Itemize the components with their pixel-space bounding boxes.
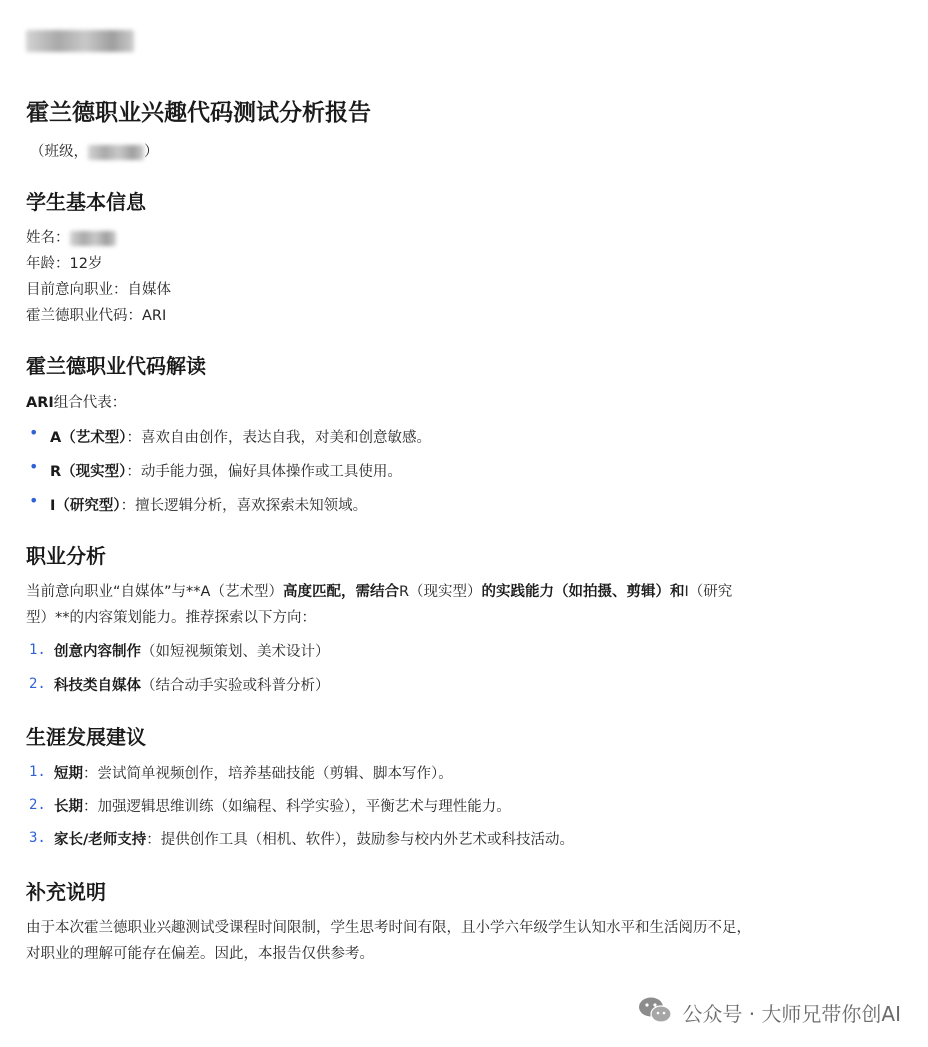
section-heading-basic-info: 学生基本信息: [26, 190, 146, 214]
notes-line-2: 对职业的理解可能存在偏差。因此，本报告仅供参考。: [26, 946, 374, 962]
section-heading-advice: 生涯发展建议: [26, 725, 146, 749]
bullet-icon: •: [29, 423, 39, 442]
list-item-text: ：擅长逻辑分析，喜欢探索未知领域。: [120, 498, 368, 514]
list-item-bold: 家长/老师支持: [54, 832, 147, 848]
notes-line-1: 由于本次霍兰德职业兴趣测试受课程时间限制，学生思考时间有限，且小学六年级学生认知水平和生活阅历不足，: [26, 920, 751, 936]
info-name-label: 姓名：: [26, 230, 70, 246]
class-line-close: ）: [144, 144, 159, 160]
section-heading-analysis: 职业分析: [26, 544, 106, 568]
analysis-line-1: [26, 580, 732, 601]
list-item-text: （结合动手实验或科普分析）: [141, 678, 330, 694]
list-item-text: ：加强逻辑思维训练（如编程、科学实验），平衡艺术与理性能力。: [83, 799, 511, 815]
analysis-line-2: 型）**的内容策划能力。推荐探索以下方向：: [26, 610, 316, 626]
analysis-bold: 的实践能力（如拍摄、剪辑）和: [481, 584, 685, 600]
footer-text: 公众号 · 大师兄带你创AI: [682, 1002, 901, 1026]
list-item-bold: I（研究型）: [50, 498, 121, 514]
list-item-bold: 短期: [54, 766, 83, 782]
intro-text: 组合代表：: [53, 395, 127, 411]
list-number: 2.: [29, 797, 46, 813]
class-line-open: （班级，: [30, 144, 88, 160]
wechat-icon: [638, 996, 682, 1029]
list-item-bold: 创意内容制作: [54, 644, 141, 660]
list-item-text: ：尝试简单视频创作，培养基础技能（剪辑、脚本写作）。: [83, 766, 453, 782]
list-item-bold: A（艺术型）: [50, 430, 127, 446]
list-number: 1.: [29, 642, 46, 658]
bullet-icon: •: [29, 491, 39, 510]
list-item: [50, 494, 367, 515]
list-item: [54, 828, 574, 849]
section-heading-notes: 补充说明: [26, 880, 106, 904]
list-number: 2.: [29, 676, 46, 692]
analysis-text: R（现实型）: [398, 584, 482, 600]
list-item: [50, 426, 431, 447]
footer-watermark: [638, 996, 901, 1029]
info-code: 霍兰德职业代码：ARI: [26, 308, 167, 324]
list-item-bold: 科技类自媒体: [54, 678, 141, 694]
list-item-text: ：喜欢自由创作，表达自我，对美和创意敏感。: [126, 430, 431, 446]
redacted-name: [70, 231, 116, 246]
redacted-header: [26, 30, 134, 52]
intro-code: ARI: [26, 395, 54, 411]
analysis-bold: 高度匹配，需结合: [282, 584, 399, 600]
analysis-text: 当前意向职业“自媒体”与**A（艺术型）: [26, 584, 283, 600]
list-item: [54, 762, 453, 783]
analysis-text: I（研究: [684, 584, 733, 600]
section-heading-interpretation: 霍兰德职业代码解读: [26, 354, 206, 378]
info-age: 年龄：12岁: [26, 256, 103, 272]
list-item: [54, 674, 330, 695]
list-number: 3.: [29, 830, 46, 846]
info-career: 目前意向职业：自媒体: [26, 282, 171, 298]
redacted-class: [88, 145, 144, 160]
list-item-text: （如短视频策划、美术设计）: [141, 644, 330, 660]
list-item-bold: 长期: [54, 799, 83, 815]
list-number: 1.: [29, 764, 46, 780]
page-title: 霍兰德职业兴趣代码测试分析报告: [26, 100, 371, 126]
list-item-text: ：动手能力强，偏好具体操作或工具使用。: [126, 464, 402, 480]
info-name: [26, 226, 116, 247]
list-item: [50, 460, 402, 481]
class-line: [30, 140, 159, 161]
bullet-icon: •: [29, 457, 39, 476]
list-item-text: ：提供创作工具（相机、软件），鼓励参与校内外艺术或科技活动。: [146, 832, 575, 848]
list-item-bold: R（现实型）: [50, 464, 127, 480]
list-item: [54, 795, 511, 816]
list-item: [54, 640, 330, 661]
interpretation-intro: [26, 391, 126, 412]
